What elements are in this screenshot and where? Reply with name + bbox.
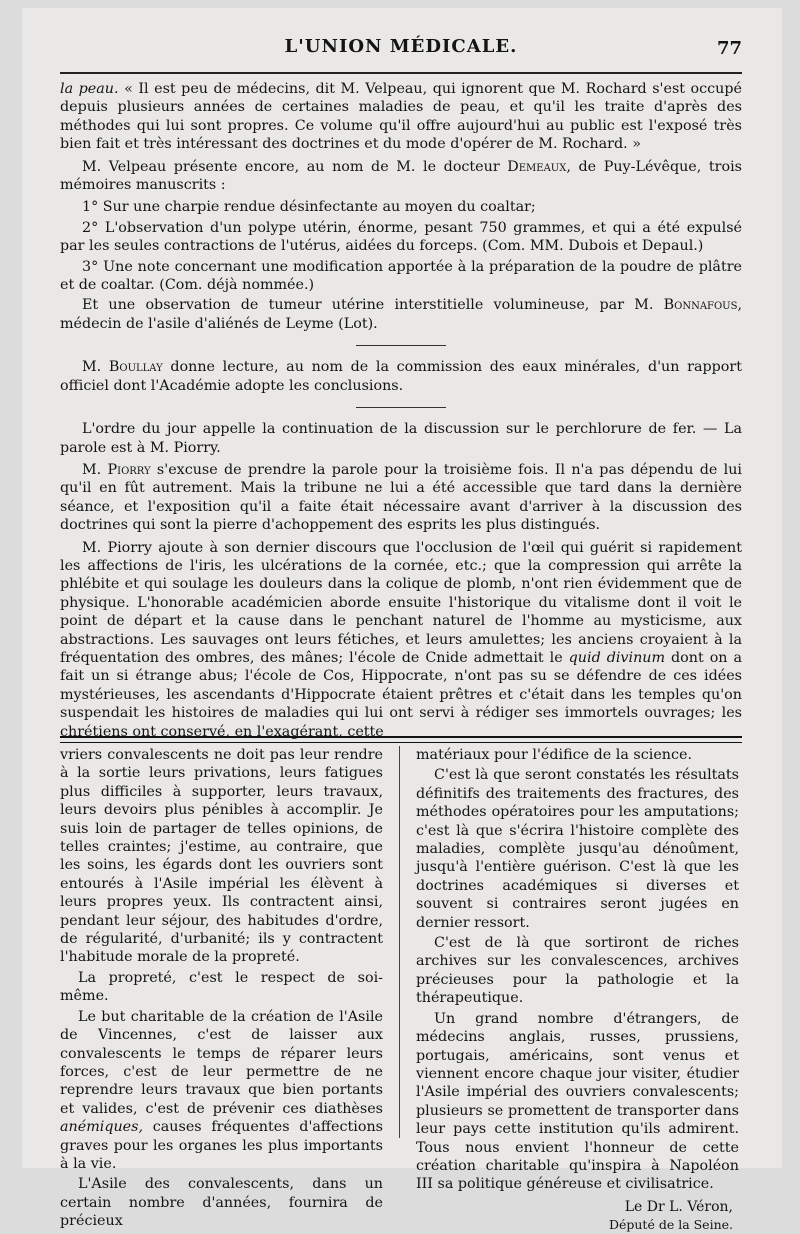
text-run: M. Velpeau présente encore, au nom de M. le docteur [82,158,508,175]
academy-report [60,80,742,745]
left-column [60,746,383,1233]
text-run: M. Piorry ajoute à son dernier discours que l'occlusion de l'œil qui guérit si rapidement les affections de l'iris, les ulcérations de la cornée, etc.; que la compression qui arrête la phlébite et qui soulage les douleurs dans la colique de plomb, n'ont rien évidemment que de physique. L'honorable académicien aborde ensuite l'historique du vitalisme dont il voit le point de départ et la cause dans le penchant naturel de l'homme au mysticisme, aux abstractions. Les sauvages ont leurs fétiches, et leurs amulettes; les anciens croyaient à la fréquentation des ombres, des mânes; l'école de Cnide admettait le [60,539,742,666]
paragraph: C'est de là que sortiront de riches archives sur les convalescences, archives précieuses pour la pathologie et la thérapeutique. [416,935,739,1007]
list-item: 1° Sur une charpie rendue désinfectante au moyen du coaltar; [82,199,536,216]
text-run: Le but charitable de la création de l'Asile de Vincennes, c'est de laisser aux convalescents le temps de réparer leurs forces, c'est de leur permettre de ne reprendre leurs travaux que bien portants et valides, c'est de prévenir ces diathèses [60,1008,383,1117]
author-name: Boullay [108,359,163,376]
text-run: , médecin de l'asile d'aliénés de Leyme (Lot). [60,297,742,332]
paragraph-piorry-excuse [60,461,742,535]
journal-page [22,8,782,1232]
feuilleton-rule [60,736,742,743]
section-divider [356,345,446,346]
header-rule [60,72,742,74]
running-title: L'UNION MÉDICALE. [284,36,518,57]
paragraph-order-of-day: L'ordre du jour appelle la continuation de la discussion sur le perchlorure de fer. — La parole est à M. Piorry. [60,421,742,456]
paragraph: Un grand nombre d'étrangers, de médecins anglais, russes, prussiens, portugais, américains, sont venus et viennent encore chaque jour visiter, étudier l'Asile impérial des ouvriers convalescents; plusieurs se promettent de transporter dans leur pays cette institution qu'ils admirent. Tous nous envient l'honneur de cette création charitable qu'inspira à Napoléon III sa politique généreuse et civilisatrice. [416,1010,739,1193]
text-run: donne lecture, au nom de la commission des eaux minérales, d'un rapport officiel dont l'Académie adopte les conclusions. [60,359,742,394]
author-name: Piorry [107,461,151,478]
column-divider [399,746,400,1138]
signature [416,1198,739,1234]
paragraph-bonnafous [60,296,742,333]
text-run: M. [82,461,108,478]
text-run: s'excuse de prendre la parole pour la troisième fois. Il n'a pas dépendu de lui qu'il en fût autrement. Mais la tribune ne lui a été accessible que tard dans la dernière séance, et l'exposition qu'il a faite était nécessaire avant d'arriver à la discussion des doctrines qui sont la pierre d'achoppement des esprits les plus distingués. [60,461,742,534]
text-run: dont on a fait un si étrange abus; l'école de Cos, Hippocrate, n'ont pas su se défendre de ces idées mystérieuses, les ascendants d'Hippocrate étaient prêtres et c'était dans les temples qu'on suspendait les histoires de maladies qui lui ont servi à rédiger ses immortels ouvrages; les chrétiens ont conservé, en l'exagérant, cette [60,649,743,740]
signature-name: Le Dr L. Véron, [624,1198,733,1215]
paragraph: C'est là que seront constatés les résultats définitifs des traitements des fractures, des méthodes opératoires pour les amputations; c'est là que s'écrira l'histoire complète des maladies, complète jusqu'au dénoûment, jusqu'à l'entière guérison. C'est là que les doctrines académiques si diverses et souvent si contraires seront jugées en dernier ressort. [416,767,739,931]
page-header [60,36,742,66]
paragraph-demeaux [60,158,742,195]
italic-run: anémiques, [60,1119,144,1136]
page-number: 77 [716,38,742,59]
list-item: 3° Une note concernant une modification apportée à la préparation de la poudre de plâtre et de coaltar. (Com. déjà nommée.) [60,258,742,294]
text-run: « Il est peu de médecins, dit M. Velpeau, qui ignorent que M. Rochard s'est occupé depuis plusieurs années de certaines maladies de peau, et qu'il les traite d'après des méthodes qui lui sont propres. Ce volume qu'il offre aujourd'hui au public est l'exposé très bien fait et très intéressant des doctrines et du mode d'opérer de M. Rochard. » [60,81,743,153]
list-item: 2° L'observation d'un polype utérin, énorme, pesant 750 grammes, et qui a été expulsé par les seules contractions de l'utérus, aidées du forceps. (Com. MM. Dubois et Depaul.) [60,219,742,255]
paragraph: matériaux pour l'édifice de la science. [416,747,693,763]
author-name: Demeaux [507,158,567,175]
paragraph: vriers convalescents ne doit pas leur rendre à la sortie leurs privations, leurs fatigues plus difficiles à supporter, leurs travaux, leurs devoirs plus pénibles à accomplir. Je suis loin de partager de telles opinions, de telles craintes; j'estime, au contraire, que les soins, les égards dont les ouvriers sont entourés à l'Asile impérial les élèvent à leurs propres yeux. Ils contractent ainsi, pendant leur séjour, des habitudes d'ordre, de régularité, d'urbanité; ils y contractent l'habitude morale de la propreté. [60,747,383,966]
paragraph-piorry-vitalism [60,539,742,741]
paragraph-velpeau-quote [60,80,742,154]
paragraph-boullay [60,358,742,395]
right-column [416,746,739,1234]
italic-run: la peau. [60,81,119,97]
author-name: Bonnafous [663,297,738,314]
text-run: M. [82,359,109,376]
signature-title: Député de la Seine. [608,1216,733,1232]
italic-run: quid divinum [568,649,666,666]
text-run: Et une observation de tumeur utérine interstitielle volumineuse, par M. [82,297,664,314]
text-run: , de Puy-Lévêque, trois mémoires manuscrits : [60,158,742,194]
paragraph: La propreté, c'est le respect de soi-même. [60,969,383,1005]
paragraph: L'Asile des convalescents, dans un certain nombre d'années, fournira de précieux [60,1176,383,1230]
section-divider [356,407,446,408]
text-run: causes fréquentes d'affections graves pour les organes les plus importants à la vie. [60,1119,383,1172]
paragraph [60,1008,383,1174]
